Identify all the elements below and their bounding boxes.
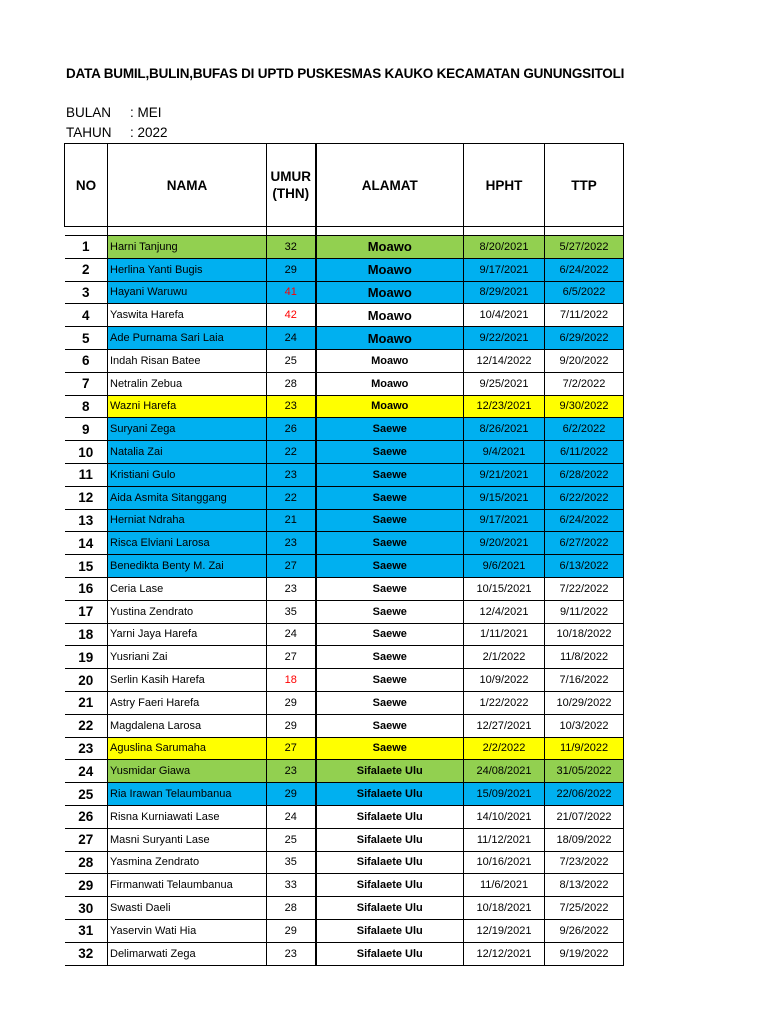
- row-hpht: 15/09/2021: [464, 783, 545, 806]
- row-alamat: Saewe: [316, 555, 464, 578]
- row-alamat: Saewe: [316, 418, 464, 441]
- row-ttp: 8/13/2022: [545, 874, 624, 897]
- row-ttp: 6/24/2022: [545, 258, 624, 281]
- row-no: 11: [65, 463, 108, 486]
- row-alamat: Saewe: [316, 691, 464, 714]
- row-hpht: 8/29/2021: [464, 281, 545, 304]
- row-ttp: 9/26/2022: [545, 919, 624, 942]
- row-no: 6: [65, 349, 108, 372]
- row-no: 26: [65, 805, 108, 828]
- row-nama: Risna Kurniawati Lase: [108, 805, 267, 828]
- row-nama: Aida Asmita Sitanggang: [108, 486, 267, 509]
- row-alamat: Sifalaete Ulu: [316, 760, 464, 783]
- row-hpht: 9/6/2021: [464, 555, 545, 578]
- row-umur: 27: [267, 555, 316, 578]
- table-row: [65, 532, 624, 555]
- row-hpht: 12/12/2021: [464, 942, 545, 965]
- row-ttp: 11/8/2022: [545, 646, 624, 669]
- row-no: 30: [65, 897, 108, 920]
- row-no: 31: [65, 919, 108, 942]
- table-row: [65, 600, 624, 623]
- row-alamat: Sifalaete Ulu: [316, 828, 464, 851]
- row-nama: Indah Risan Batee: [108, 349, 267, 372]
- row-umur: 23: [267, 760, 316, 783]
- table-row: [65, 737, 624, 760]
- header-ttp: TTP: [545, 144, 624, 227]
- row-no: 12: [65, 486, 108, 509]
- row-umur: 29: [267, 919, 316, 942]
- table-row: [65, 919, 624, 942]
- row-umur: 25: [267, 349, 316, 372]
- row-nama: Ria Irawan Telaumbanua: [108, 783, 267, 806]
- row-umur: 24: [267, 805, 316, 828]
- row-umur: 29: [267, 258, 316, 281]
- row-umur: 25: [267, 828, 316, 851]
- table-header-row: [65, 144, 624, 227]
- row-hpht: 2/2/2022: [464, 737, 545, 760]
- row-no: 22: [65, 714, 108, 737]
- row-umur: 23: [267, 942, 316, 965]
- row-nama: Netralin Zebua: [108, 372, 267, 395]
- row-nama: Herlina Yanti Bugis: [108, 258, 267, 281]
- row-hpht: 8/20/2021: [464, 236, 545, 259]
- row-nama: Harni Tanjung: [108, 236, 267, 259]
- row-ttp: 6/24/2022: [545, 509, 624, 532]
- row-hpht: 9/15/2021: [464, 486, 545, 509]
- row-nama: Yasmina Zendrato: [108, 851, 267, 874]
- header-umur: [267, 144, 316, 227]
- table-row: [65, 418, 624, 441]
- table-spacer-row: [65, 227, 624, 236]
- table-row: [65, 349, 624, 372]
- row-alamat: Saewe: [316, 577, 464, 600]
- row-nama: Hayani Waruwu: [108, 281, 267, 304]
- row-nama: Benedikta Benty M. Zai: [108, 555, 267, 578]
- row-no: 20: [65, 669, 108, 692]
- row-no: 32: [65, 942, 108, 965]
- table-row: [65, 623, 624, 646]
- row-no: 14: [65, 532, 108, 555]
- table-row: [65, 281, 624, 304]
- row-ttp: 6/29/2022: [545, 327, 624, 350]
- row-nama: Risca Elviani Larosa: [108, 532, 267, 555]
- spacer-cell: [267, 227, 316, 236]
- row-ttp: 11/9/2022: [545, 737, 624, 760]
- row-no: 28: [65, 851, 108, 874]
- row-alamat: Sifalaete Ulu: [316, 851, 464, 874]
- row-hpht: 9/21/2021: [464, 463, 545, 486]
- row-umur: 23: [267, 395, 316, 418]
- row-umur: 29: [267, 714, 316, 737]
- row-alamat: Sifalaete Ulu: [316, 897, 464, 920]
- row-nama: Serlin Kasih Harefa: [108, 669, 267, 692]
- row-ttp: 6/13/2022: [545, 555, 624, 578]
- row-ttp: 9/11/2022: [545, 600, 624, 623]
- row-hpht: 1/22/2022: [464, 691, 545, 714]
- row-no: 9: [65, 418, 108, 441]
- header-nama: NAMA: [108, 144, 267, 227]
- row-ttp: 7/11/2022: [545, 304, 624, 327]
- row-hpht: 10/9/2022: [464, 669, 545, 692]
- row-hpht: 9/25/2021: [464, 372, 545, 395]
- row-nama: Kristiani Gulo: [108, 463, 267, 486]
- year-value: : 2022: [130, 125, 168, 140]
- row-no: 15: [65, 555, 108, 578]
- table-row: [65, 714, 624, 737]
- row-nama: Magdalena Larosa: [108, 714, 267, 737]
- row-umur: 29: [267, 783, 316, 806]
- row-alamat: Moawo: [316, 281, 464, 304]
- row-hpht: 8/26/2021: [464, 418, 545, 441]
- row-umur: 18: [267, 669, 316, 692]
- row-no: 29: [65, 874, 108, 897]
- row-no: 3: [65, 281, 108, 304]
- row-no: 13: [65, 509, 108, 532]
- document-title: DATA BUMIL,BULIN,BUFAS DI UPTD PUSKESMAS KAUKO KECAMATAN GUNUNGSITOLI: [66, 66, 625, 81]
- spacer-cell: [316, 227, 464, 236]
- row-umur: 23: [267, 463, 316, 486]
- month-label: BULAN: [66, 105, 112, 120]
- row-alamat: Sifalaete Ulu: [316, 874, 464, 897]
- spacer-cell: [464, 227, 545, 236]
- row-alamat: Saewe: [316, 669, 464, 692]
- row-umur: 29: [267, 691, 316, 714]
- table-row: [65, 874, 624, 897]
- row-nama: Delimarwati Zega: [108, 942, 267, 965]
- table-row: [65, 395, 624, 418]
- row-umur: 23: [267, 577, 316, 600]
- row-umur: 27: [267, 737, 316, 760]
- year-label: TAHUN: [66, 125, 112, 140]
- row-umur: 24: [267, 327, 316, 350]
- row-nama: Yusmidar Giawa: [108, 760, 267, 783]
- row-umur: 27: [267, 646, 316, 669]
- row-alamat: Saewe: [316, 646, 464, 669]
- row-no: 24: [65, 760, 108, 783]
- table-row: [65, 760, 624, 783]
- row-ttp: 7/22/2022: [545, 577, 624, 600]
- table-row: [65, 783, 624, 806]
- table-row: [65, 828, 624, 851]
- row-alamat: Saewe: [316, 441, 464, 464]
- table-row: [65, 669, 624, 692]
- row-umur: 33: [267, 874, 316, 897]
- row-nama: Yusriani Zai: [108, 646, 267, 669]
- row-hpht: 11/6/2021: [464, 874, 545, 897]
- spacer-cell: [545, 227, 624, 236]
- row-umur: 26: [267, 418, 316, 441]
- row-ttp: 7/23/2022: [545, 851, 624, 874]
- row-nama: Wazni Harefa: [108, 395, 267, 418]
- row-nama: Yarni Jaya Harefa: [108, 623, 267, 646]
- row-alamat: Saewe: [316, 600, 464, 623]
- row-ttp: 6/28/2022: [545, 463, 624, 486]
- table-row: [65, 327, 624, 350]
- row-umur: 32: [267, 236, 316, 259]
- row-alamat: Saewe: [316, 509, 464, 532]
- row-alamat: Sifalaete Ulu: [316, 919, 464, 942]
- row-hpht: 10/18/2021: [464, 897, 545, 920]
- row-ttp: 5/27/2022: [545, 236, 624, 259]
- row-ttp: 6/22/2022: [545, 486, 624, 509]
- row-alamat: Moawo: [316, 395, 464, 418]
- row-nama: Ceria Lase: [108, 577, 267, 600]
- row-alamat: Moawo: [316, 349, 464, 372]
- table-row: [65, 942, 624, 965]
- row-ttp: 22/06/2022: [545, 783, 624, 806]
- row-hpht: 9/20/2021: [464, 532, 545, 555]
- row-no: 2: [65, 258, 108, 281]
- row-nama: Aguslina Sarumaha: [108, 737, 267, 760]
- row-nama: Yaswita Harefa: [108, 304, 267, 327]
- row-hpht: 12/19/2021: [464, 919, 545, 942]
- row-umur: 21: [267, 509, 316, 532]
- row-umur: 35: [267, 851, 316, 874]
- row-ttp: 6/27/2022: [545, 532, 624, 555]
- table-row: [65, 441, 624, 464]
- row-umur: 22: [267, 486, 316, 509]
- table-row: [65, 236, 624, 259]
- row-umur: 35: [267, 600, 316, 623]
- row-ttp: 10/18/2022: [545, 623, 624, 646]
- row-ttp: 18/09/2022: [545, 828, 624, 851]
- row-umur: 41: [267, 281, 316, 304]
- row-ttp: 10/29/2022: [545, 691, 624, 714]
- row-ttp: 9/30/2022: [545, 395, 624, 418]
- row-alamat: Moawo: [316, 372, 464, 395]
- table-row: [65, 851, 624, 874]
- row-ttp: 6/5/2022: [545, 281, 624, 304]
- row-hpht: 10/15/2021: [464, 577, 545, 600]
- row-ttp: 7/2/2022: [545, 372, 624, 395]
- row-ttp: 21/07/2022: [545, 805, 624, 828]
- row-umur: 28: [267, 372, 316, 395]
- patient-table: [64, 143, 624, 966]
- row-hpht: 9/17/2021: [464, 509, 545, 532]
- row-no: 10: [65, 441, 108, 464]
- row-umur: 42: [267, 304, 316, 327]
- spacer-cell: [65, 227, 108, 236]
- table-row: [65, 258, 624, 281]
- header-umur-line1: UMUR: [270, 169, 311, 184]
- row-nama: Yaservin Wati Hia: [108, 919, 267, 942]
- row-hpht: 10/16/2021: [464, 851, 545, 874]
- row-alamat: Saewe: [316, 486, 464, 509]
- row-nama: Firmanwati Telaumbanua: [108, 874, 267, 897]
- table-body: [65, 227, 624, 966]
- table-row: [65, 577, 624, 600]
- row-nama: Natalia Zai: [108, 441, 267, 464]
- table-row: [65, 805, 624, 828]
- row-nama: Yustina Zendrato: [108, 600, 267, 623]
- row-alamat: Saewe: [316, 532, 464, 555]
- spacer-cell: [108, 227, 267, 236]
- row-ttp: 7/16/2022: [545, 669, 624, 692]
- row-nama: Astry Faeri Harefa: [108, 691, 267, 714]
- row-ttp: 31/05/2022: [545, 760, 624, 783]
- table-row: [65, 509, 624, 532]
- table-row: [65, 555, 624, 578]
- row-hpht: 11/12/2021: [464, 828, 545, 851]
- row-alamat: Moawo: [316, 236, 464, 259]
- row-ttp: 7/25/2022: [545, 897, 624, 920]
- row-alamat: Saewe: [316, 714, 464, 737]
- row-ttp: 9/19/2022: [545, 942, 624, 965]
- row-hpht: 9/17/2021: [464, 258, 545, 281]
- row-hpht: 9/22/2021: [464, 327, 545, 350]
- row-umur: 24: [267, 623, 316, 646]
- row-hpht: 14/10/2021: [464, 805, 545, 828]
- row-ttp: 10/3/2022: [545, 714, 624, 737]
- row-ttp: 9/20/2022: [545, 349, 624, 372]
- table-row: [65, 646, 624, 669]
- table-row: [65, 463, 624, 486]
- row-no: 1: [65, 236, 108, 259]
- row-no: 17: [65, 600, 108, 623]
- row-nama: Masni Suryanti Lase: [108, 828, 267, 851]
- table-row: [65, 304, 624, 327]
- row-alamat: Saewe: [316, 623, 464, 646]
- row-no: 7: [65, 372, 108, 395]
- row-no: 5: [65, 327, 108, 350]
- row-no: 16: [65, 577, 108, 600]
- row-hpht: 12/23/2021: [464, 395, 545, 418]
- table-row: [65, 897, 624, 920]
- row-alamat: Saewe: [316, 737, 464, 760]
- row-hpht: 12/4/2021: [464, 600, 545, 623]
- row-no: 18: [65, 623, 108, 646]
- row-umur: 22: [267, 441, 316, 464]
- row-hpht: 2/1/2022: [464, 646, 545, 669]
- row-no: 8: [65, 395, 108, 418]
- row-ttp: 6/2/2022: [545, 418, 624, 441]
- row-no: 4: [65, 304, 108, 327]
- month-value: : MEI: [130, 105, 162, 120]
- row-hpht: 10/4/2021: [464, 304, 545, 327]
- row-alamat: Moawo: [316, 304, 464, 327]
- row-nama: Swasti Daeli: [108, 897, 267, 920]
- header-umur-line2: (THN): [272, 186, 310, 201]
- table-row: [65, 691, 624, 714]
- row-no: 25: [65, 783, 108, 806]
- row-alamat: Moawo: [316, 327, 464, 350]
- row-alamat: Sifalaete Ulu: [316, 805, 464, 828]
- row-no: 23: [65, 737, 108, 760]
- table-row: [65, 372, 624, 395]
- row-alamat: Moawo: [316, 258, 464, 281]
- header-no: NO: [65, 144, 108, 227]
- header-alamat: ALAMAT: [316, 144, 464, 227]
- row-hpht: 12/14/2022: [464, 349, 545, 372]
- row-alamat: Sifalaete Ulu: [316, 942, 464, 965]
- row-alamat: Sifalaete Ulu: [316, 783, 464, 806]
- row-umur: 23: [267, 532, 316, 555]
- table-row: [65, 486, 624, 509]
- row-hpht: 12/27/2021: [464, 714, 545, 737]
- header-hpht: HPHT: [464, 144, 545, 227]
- row-hpht: 1/11/2021: [464, 623, 545, 646]
- row-nama: Herniat Ndraha: [108, 509, 267, 532]
- row-alamat: Saewe: [316, 463, 464, 486]
- row-nama: Suryani Zega: [108, 418, 267, 441]
- row-ttp: 6/11/2022: [545, 441, 624, 464]
- row-no: 19: [65, 646, 108, 669]
- row-nama: Ade Purnama Sari Laia: [108, 327, 267, 350]
- row-no: 27: [65, 828, 108, 851]
- row-hpht: 24/08/2021: [464, 760, 545, 783]
- row-no: 21: [65, 691, 108, 714]
- row-hpht: 9/4/2021: [464, 441, 545, 464]
- row-umur: 28: [267, 897, 316, 920]
